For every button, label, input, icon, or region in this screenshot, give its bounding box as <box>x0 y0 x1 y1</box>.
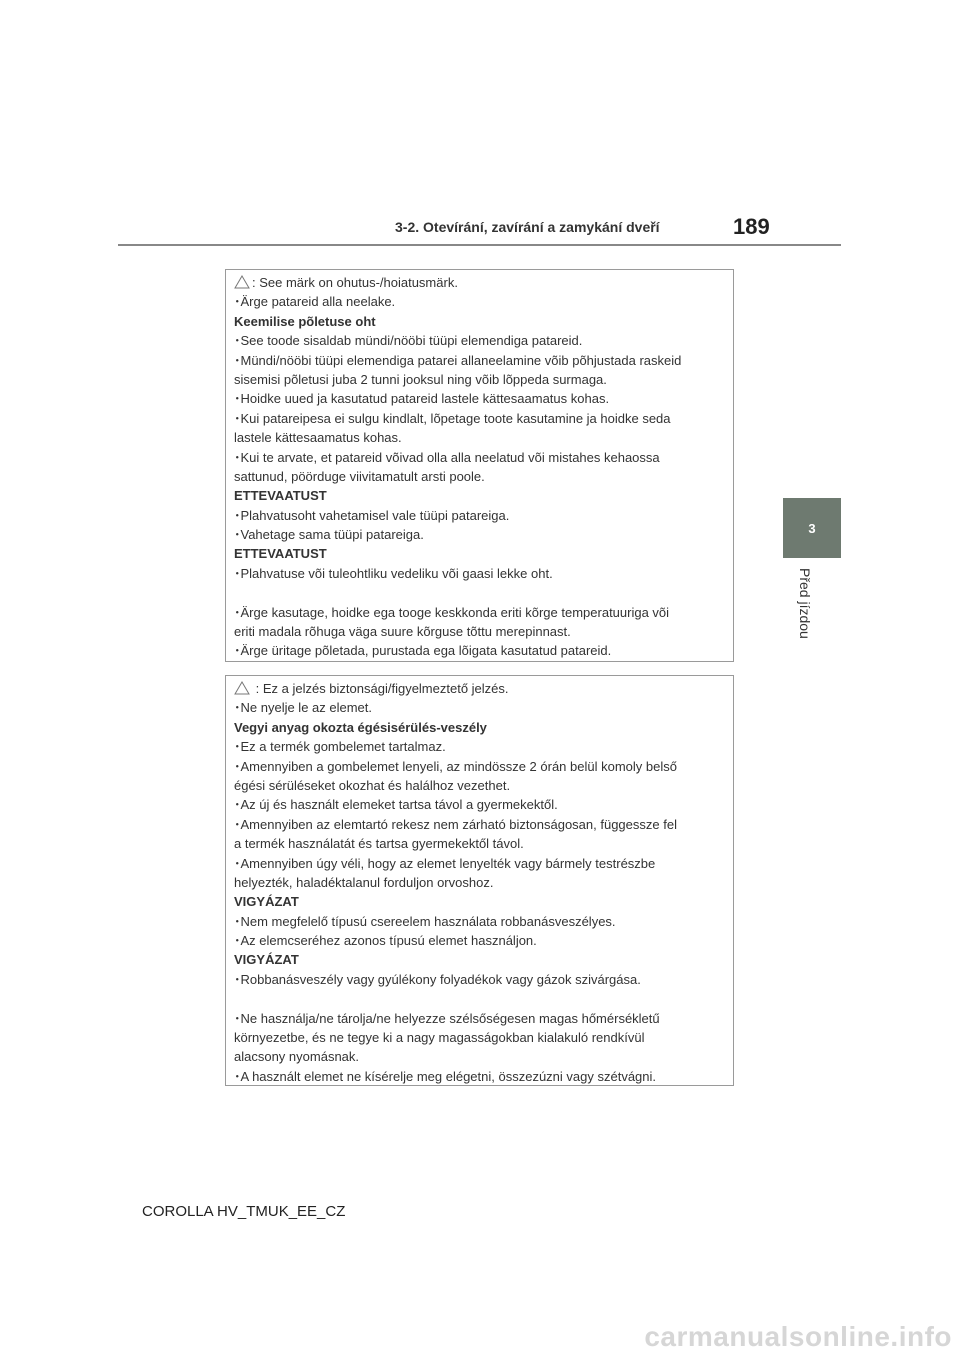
line-text: ･Mündi/nööbi tüüpi elemendiga patarei allaneelamine võib põhjustada raskeid <box>234 352 682 368</box>
line-text: ･Hoidke uued ja kasutatud patareid lastele kättesaamatus kohas. <box>234 391 610 407</box>
text-line <box>234 776 725 795</box>
text-line <box>234 525 725 544</box>
section-heading <box>234 486 725 505</box>
line-text: ･Ne használja/ne tárolja/ne helyezze szélsőségesen magas hőmérsékletű <box>234 1010 660 1026</box>
line-text: ･Az új és használt elemeket tartsa távol a gyermekektől. <box>234 797 558 813</box>
section-heading <box>234 312 725 331</box>
text-line <box>234 1067 725 1086</box>
line-text: Vegyi anyag okozta égésisérülés-veszély <box>234 719 487 735</box>
line-text: sattunud, pöörduge viivitamatult arsti poole. <box>234 468 485 484</box>
text-line <box>234 603 725 622</box>
text-line <box>234 506 725 525</box>
text-line <box>234 854 725 873</box>
text-line <box>234 273 725 292</box>
line-text: ･Ärge üritage põletada, purustada ega lõigata kasutatud patareid. <box>234 643 612 659</box>
warning-box-hungarian <box>225 675 734 1086</box>
section-heading <box>234 544 725 563</box>
text-line <box>234 834 725 853</box>
line-text: sisemisi põletusi juba 2 tunni jooksul ning võib lõppeda surmaga. <box>234 371 607 387</box>
line-text: Keemilise põletuse oht <box>234 313 376 329</box>
page-number: 189 <box>733 214 770 239</box>
line-text: ･Plahvatusoht vahetamisel vale tüüpi patareiga. <box>234 507 510 523</box>
line-text: ･Amennyiben úgy véli, hogy az elemet lenyelték vagy bármely testrészbe <box>234 855 656 871</box>
text-line <box>234 737 725 756</box>
line-text: égési sérüléseket okozhat és halálhoz vezethet. <box>234 777 511 793</box>
text-line <box>234 641 725 660</box>
text-line <box>234 795 725 814</box>
text-line <box>234 698 725 717</box>
line-text: eriti madala rõhuga väga suure kõrguse tõttu merepinnast. <box>234 624 571 640</box>
text-line <box>234 409 725 428</box>
line-text: ･Vahetage sama tüüpi patareiga. <box>234 527 424 543</box>
watermark: carmanualsonline.info <box>644 1321 952 1352</box>
line-text: ･Ne nyelje le az elemet. <box>234 700 373 716</box>
text-line <box>234 912 725 931</box>
line-text: helyezték, haladéktalanul forduljon orvoshoz. <box>234 874 494 890</box>
footer-code: COROLLA HV_TMUK_EE_CZ <box>142 1203 346 1220</box>
blank-line <box>234 583 725 602</box>
line-text: ･Az elemcseréhez azonos típusú elemet használjon. <box>234 933 537 949</box>
warning-box-estonian <box>225 269 734 662</box>
text-line <box>234 679 725 698</box>
header-rule <box>118 244 841 246</box>
text-line <box>234 564 725 583</box>
line-text: ETTEVAATUST <box>234 546 327 562</box>
header-title: 3-2. Otevírání, zavírání a zamykání dveří <box>395 219 660 235</box>
section-heading <box>234 892 725 911</box>
text-line <box>234 292 725 311</box>
line-text: ･Ärge kasutage, hoidke ega tooge keskkonda eriti kõrge temperatuuriga või <box>234 604 670 620</box>
line-text: környezetbe, és ne tegye ki a nagy magasságokban kialakuló rendkívül <box>234 1030 645 1046</box>
side-label: Před jízdou <box>797 568 813 639</box>
text-line <box>234 331 725 350</box>
line-text: ･Amennyiben a gombelemet lenyeli, az mindössze 2 órán belül komoly belső <box>234 758 677 774</box>
text-line <box>234 389 725 408</box>
text-line <box>234 1009 725 1028</box>
line-text: : See märk on ohutus-/hoiatusmärk. <box>252 275 458 290</box>
line-text: ･Robbanásveszély vagy gyúlékony folyadékok vagy gázok szivárgása. <box>234 971 641 987</box>
text-line <box>234 1028 725 1047</box>
section-heading <box>234 718 725 737</box>
line-text: ･Amennyiben az elemtartó rekesz nem zárható biztonságosan, függessze fel <box>234 816 677 832</box>
section-heading <box>234 950 725 969</box>
line-text: alacsony nyomásnak. <box>234 1049 360 1065</box>
chapter-tab: 3 <box>783 498 841 558</box>
text-line <box>234 815 725 834</box>
line-text: ･Kui patareipesa ei sulgu kindlalt, lõpetage toote kasutamine ja hoidke seda <box>234 410 671 426</box>
text-line <box>234 970 725 989</box>
line-text: ETTEVAATUST <box>234 488 327 504</box>
blank-line <box>234 989 725 1008</box>
line-text: : Ez a jelzés biztonsági/figyelmeztető jelzés. <box>252 681 509 696</box>
line-text: ･Ärge patareid alla neelake. <box>234 294 396 310</box>
text-line <box>234 757 725 776</box>
text-line <box>234 370 725 389</box>
line-text: a termék használatát és tartsa gyermekektől távol. <box>234 836 524 852</box>
text-line <box>234 622 725 641</box>
line-text: VIGYÁZAT <box>234 894 299 910</box>
line-text: lastele kättesaamatus kohas. <box>234 430 402 446</box>
line-text: ･Plahvatuse või tuleohtliku vedeliku või gaasi lekke oht. <box>234 565 553 581</box>
text-line <box>234 467 725 486</box>
text-line <box>234 1047 725 1066</box>
text-line <box>234 873 725 892</box>
line-text: VIGYÁZAT <box>234 952 299 968</box>
line-text: ･A használt elemet ne kísérelje meg elégetni, összezúzni vagy szétvágni. <box>234 1068 657 1084</box>
line-text: ･Ez a termék gombelemet tartalmaz. <box>234 739 446 755</box>
line-text: ･See toode sisaldab mündi/nööbi tüüpi elemendiga patareid. <box>234 333 583 349</box>
text-line <box>234 351 725 370</box>
line-text: ･Nem megfelelő típusú csereelem használata robbanásveszélyes. <box>234 913 616 929</box>
line-text: ･Kui te arvate, et patareid võivad olla alla neelatud või mistahes kehaossa <box>234 449 660 465</box>
text-line <box>234 448 725 467</box>
text-line <box>234 931 725 950</box>
text-line <box>234 428 725 447</box>
